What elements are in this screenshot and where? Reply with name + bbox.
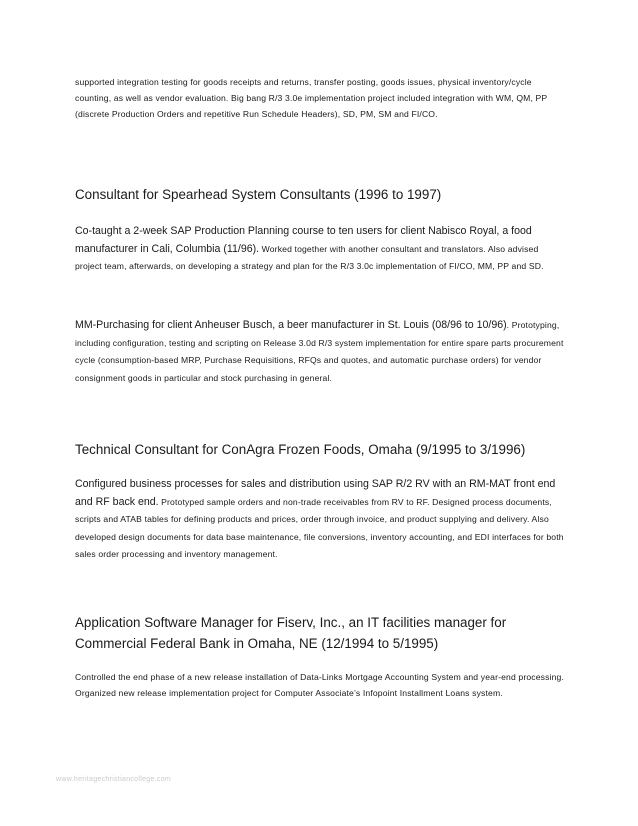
entry-anheuser-lead: MM-Purchasing for client Anheuser Busch, a beer manufacturer in St. Louis (08/96 to 10/96) <box>75 319 507 331</box>
section-heading-conagra: Technical Consultant for ConAgra Frozen Foods, Omaha (9/1995 to 3/1996) <box>75 442 526 457</box>
watermark: www.heritagechristiancollege.com <box>56 776 172 783</box>
entry-nabisco <box>75 223 565 276</box>
entry-conagra <box>75 476 565 564</box>
entry-anheuser <box>75 317 565 387</box>
entry-conagra-lead: Configured business processes for sales and distribution using SAP R/2 RV with an RM-MAT front end and RF back end. <box>75 478 556 508</box>
section-heading-fiserv: Application Software Manager for Fiserv, Inc., an IT facilities manager for Commercial Federal Bank in Omaha, NE (12/1994 to 5/1995) <box>75 615 507 651</box>
entry-nabisco-lead: Co-taught a 2-week SAP Production Planning course to ten users for client Nabisco Royal, a food manufacturer in Cali, Columbia (11/96). <box>75 225 532 255</box>
intro-paragraph: supported integration testing for goods receipts and returns, transfer posting, goods issues, physical inventory/cycle counting, as well as vendor evaluation. Big bang R/3 3.0e implementation project included integration with WM, QM, PP (discrete Production Orders and repetitive Run Schedule Headers), SD, PM, SM and FI/CO. <box>75 77 548 120</box>
entry-fiserv-body: Controlled the end phase of a new release installation of Data-Links Mortgage Accounting System and year-end processing. Organized new release implementation project for Computer Associate’s Infopoint Installment Loans system. <box>75 672 565 699</box>
entry-anheuser-body: . Prototyping, including configuration, testing and scripting on Release 3.0d R/3 system implementation for entire spare parts procurement cycle (consumption-based MRP, Purchase Requisitions, RFQs and quotes, and automatic purchase orders) for vendor consignment goods in particular and stock purchasing in general. <box>75 320 564 383</box>
section-heading-spearhead: Consultant for Spearhead System Consultants (1996 to 1997) <box>75 187 442 202</box>
entry-nabisco-body: Worked together with another consultant and translators. Also advised project team, afterwards, on developing a strategy and plan for the R/3 3.0c implementation of FI/CO, MM, PP and SD. <box>75 243 544 271</box>
entry-conagra-body: Prototyped sample orders and non-trade receivables from RV to RF. Designed process documents, scripts and ATAB tables for defining products and prices, order through invoice, and product supplying and delivery. Also developed design documents for data base maintenance, file conversions, inventory accounting, and EDI interfaces for both sales order processing and inventory management. <box>75 496 564 559</box>
